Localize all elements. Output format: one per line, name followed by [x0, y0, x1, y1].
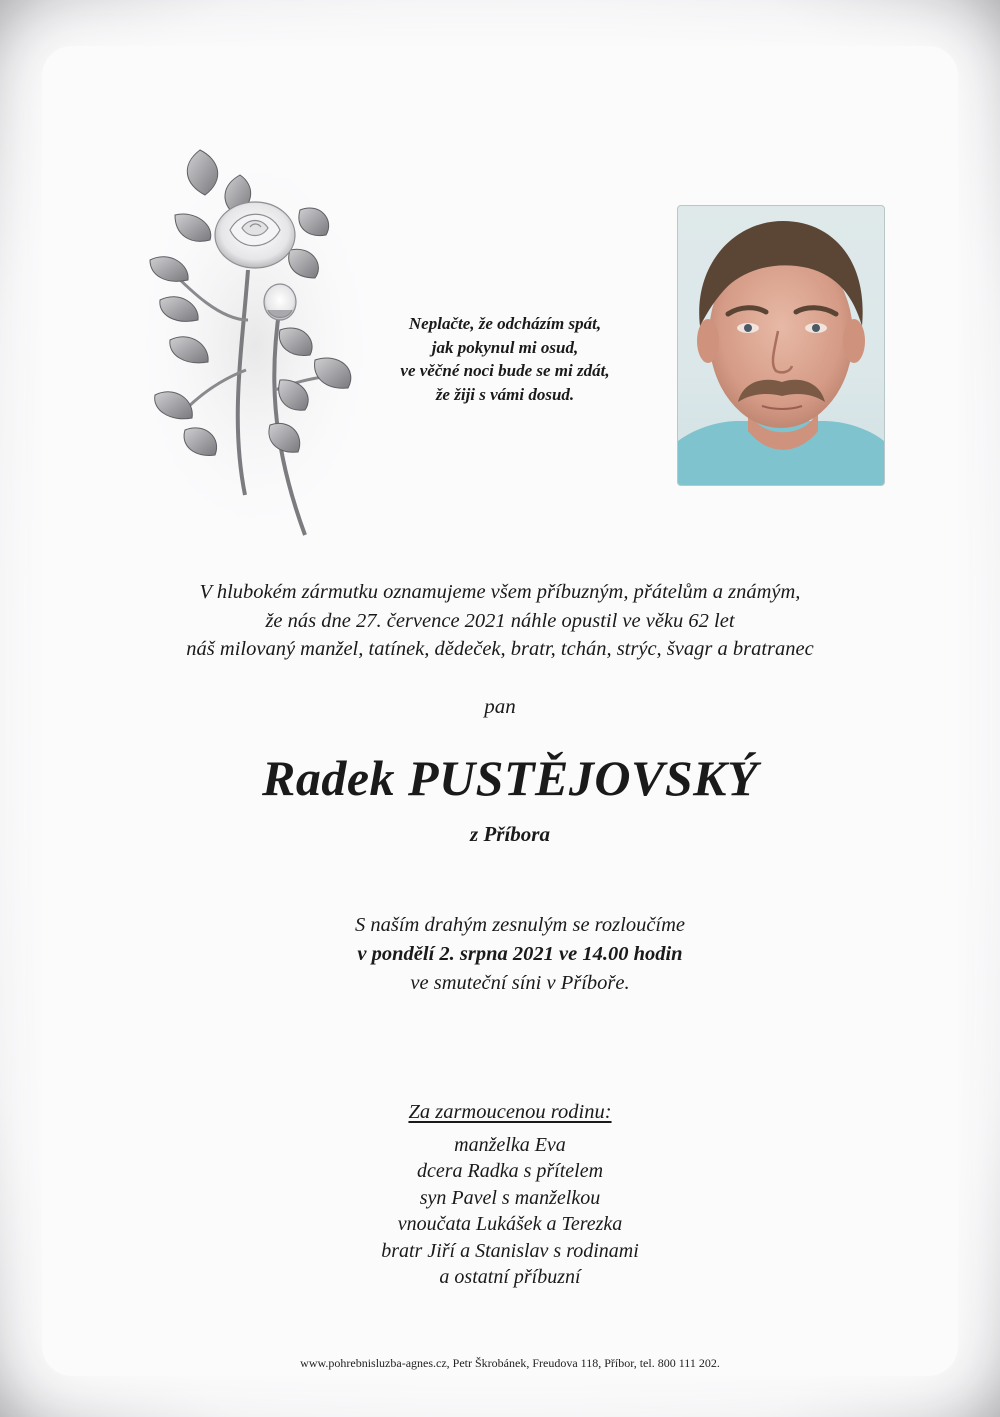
announcement-line: náš milovaný manžel, tatínek, dědeček, bratr, tchán, strýc, švagr a bratranec — [186, 638, 814, 660]
family-member: a ostatní příbuzní — [439, 1266, 581, 1288]
ceremony-info — [200, 911, 840, 998]
ceremony-line: S naším drahým zesnulým se rozloučíme — [354, 914, 686, 936]
family-member: manželka Eva — [454, 1133, 566, 1156]
announcement-line: V hlubokém zármutku oznamujeme všem příbuzným, přátelům a známým, — [199, 581, 801, 603]
portrait-photo — [677, 205, 885, 486]
family-member: vnoučata Lukášek a Terezka — [397, 1213, 623, 1235]
family-heading: Za zarmoucenou rodinu: — [408, 1101, 612, 1123]
announcement — [100, 578, 900, 664]
footer-contact: www.pohrebnisluzba-agnes.cz, Petr Škrobánek, Freudova 118, Příbor, tel. 800 111 202. — [300, 1356, 720, 1370]
deceased-name: Radek PUSTĚJOVSKÝ — [261, 750, 759, 806]
announcement-line: že nás dne 27. července 2021 náhle opustil ve věku 62 let — [265, 609, 735, 632]
poem-line: že žiji s vámi dosud. — [435, 384, 575, 404]
poem — [360, 312, 650, 406]
ceremony-place: ve smuteční síni v Příboře. — [410, 972, 630, 994]
poem-line: Neplačte, že odcházím spát, — [408, 314, 602, 333]
deceased-origin: z Příbora — [470, 822, 550, 846]
poem-line: ve věčné noci bude se mi zdát, — [400, 361, 610, 380]
poem-line: jak pokynul mi osud, — [431, 337, 579, 357]
family-list — [260, 1099, 760, 1291]
family-member: bratr Jiří a Stanislav s rodinami — [381, 1239, 639, 1262]
rose-icon — [130, 140, 380, 550]
ceremony-date: v pondělí 2. srpna 2021 ve 14.00 hodin — [357, 943, 683, 965]
deceased-title: pan — [484, 694, 516, 718]
family-member: dcera Radka s přítelem — [416, 1160, 604, 1182]
family-member: syn Pavel s manželkou — [419, 1186, 601, 1209]
